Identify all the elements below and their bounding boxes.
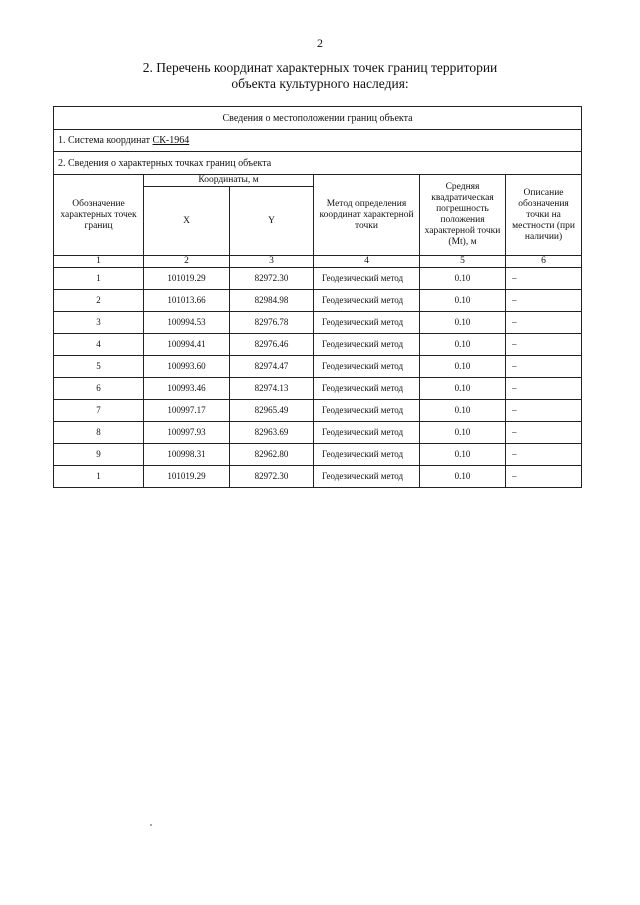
x-coordinate-cell: 101019.29 [144, 466, 230, 488]
accuracy-cell: 0.10 [420, 444, 506, 466]
method-cell: Геодезический метод [314, 422, 420, 444]
table-row [54, 334, 582, 356]
accuracy-cell: 0.10 [420, 400, 506, 422]
y-coordinate-cell: 82972.30 [230, 268, 314, 290]
method-cell: Геодезический метод [314, 334, 420, 356]
column-header-method: Метод определения координат характерной точки [314, 175, 420, 256]
table-row [54, 290, 582, 312]
table-row [54, 400, 582, 422]
point-number-cell: 6 [54, 378, 144, 400]
document-title-line-2: объекта культурного наследия: [231, 76, 409, 91]
method-cell: Геодезический метод [314, 290, 420, 312]
accuracy-cell: 0.10 [420, 466, 506, 488]
column-header-accuracy: Средняя квадратическая погрешность положения характерной точки (Mt), м [420, 175, 506, 256]
document-title-line-1: 2. Перечень координат характерных точек границ территории [142, 60, 498, 75]
y-coordinate-cell: 82972.30 [230, 466, 314, 488]
point-number-cell: 2 [54, 290, 144, 312]
y-coordinate-cell: 82965.49 [230, 400, 314, 422]
data-rows [54, 268, 582, 488]
point-number-cell: 1 [54, 268, 144, 290]
accuracy-cell: 0.10 [420, 290, 506, 312]
column-number: 5 [420, 256, 506, 268]
method-cell: Геодезический метод [314, 312, 420, 334]
column-number: 2 [144, 256, 230, 268]
coordinate-system-label: 1. Система координат [58, 135, 153, 146]
page-number: 2 [317, 36, 323, 50]
description-cell: – [506, 356, 582, 378]
point-number-cell: 5 [54, 356, 144, 378]
table-row [54, 466, 582, 488]
description-cell: – [506, 422, 582, 444]
x-coordinate-cell: 100993.46 [144, 378, 230, 400]
coordinates-table [53, 106, 582, 488]
x-coordinate-cell: 100998.31 [144, 444, 230, 466]
table-row [54, 378, 582, 400]
column-header-coordinates: Координаты, м [144, 175, 314, 187]
column-number: 6 [506, 256, 582, 268]
points-header: 2. Сведения о характерных точках границ объекта [54, 152, 582, 175]
description-cell: – [506, 290, 582, 312]
accuracy-cell: 0.10 [420, 268, 506, 290]
y-coordinate-cell: 82974.47 [230, 356, 314, 378]
method-cell: Геодезический метод [314, 268, 420, 290]
column-number: 4 [314, 256, 420, 268]
description-cell: – [506, 268, 582, 290]
accuracy-cell: 0.10 [420, 378, 506, 400]
table-row [54, 356, 582, 378]
coordinate-system-row [54, 130, 582, 152]
x-coordinate-cell: 101019.29 [144, 268, 230, 290]
y-coordinate-cell: 82974.13 [230, 378, 314, 400]
method-cell: Геодезический метод [314, 444, 420, 466]
y-coordinate-cell: 82984.98 [230, 290, 314, 312]
point-number-cell: 8 [54, 422, 144, 444]
point-number-cell: 7 [54, 400, 144, 422]
section-header: Сведения о местоположении границ объекта [54, 107, 582, 130]
accuracy-cell: 0.10 [420, 356, 506, 378]
table-row [54, 268, 582, 290]
coordinate-system-code: СК-1964 [152, 135, 190, 146]
point-number-cell: 9 [54, 444, 144, 466]
column-number: 3 [230, 256, 314, 268]
accuracy-cell: 0.10 [420, 334, 506, 356]
description-cell: – [506, 444, 582, 466]
column-header-x: X [144, 187, 230, 256]
method-cell: Геодезический метод [314, 356, 420, 378]
table-row [54, 312, 582, 334]
description-cell: – [506, 400, 582, 422]
x-coordinate-cell: 100994.41 [144, 334, 230, 356]
column-numbers-row [54, 256, 582, 268]
accuracy-cell: 0.10 [420, 422, 506, 444]
y-coordinate-cell: 82963.69 [230, 422, 314, 444]
y-coordinate-cell: 82976.46 [230, 334, 314, 356]
x-coordinate-cell: 100997.93 [144, 422, 230, 444]
method-cell: Геодезический метод [314, 378, 420, 400]
description-cell: – [506, 334, 582, 356]
column-header-description: Описание обозначения точки на местности (при наличии) [506, 175, 582, 256]
column-header-y: Y [230, 187, 314, 256]
x-coordinate-cell: 100993.60 [144, 356, 230, 378]
document-title [0, 60, 640, 92]
column-number: 1 [54, 256, 144, 268]
method-cell: Геодезический метод [314, 466, 420, 488]
x-coordinate-cell: 100994.53 [144, 312, 230, 334]
y-coordinate-cell: 82976.78 [230, 312, 314, 334]
scan-speck [150, 824, 152, 826]
description-cell: – [506, 466, 582, 488]
column-header-designation: Обозначение характерных точек границ [54, 175, 144, 256]
point-number-cell: 4 [54, 334, 144, 356]
point-number-cell: 1 [54, 466, 144, 488]
y-coordinate-cell: 82962.80 [230, 444, 314, 466]
description-cell: – [506, 378, 582, 400]
x-coordinate-cell: 101013.66 [144, 290, 230, 312]
accuracy-cell: 0.10 [420, 312, 506, 334]
table-row [54, 444, 582, 466]
description-cell: – [506, 312, 582, 334]
x-coordinate-cell: 100997.17 [144, 400, 230, 422]
method-cell: Геодезический метод [314, 400, 420, 422]
point-number-cell: 3 [54, 312, 144, 334]
table-row [54, 422, 582, 444]
